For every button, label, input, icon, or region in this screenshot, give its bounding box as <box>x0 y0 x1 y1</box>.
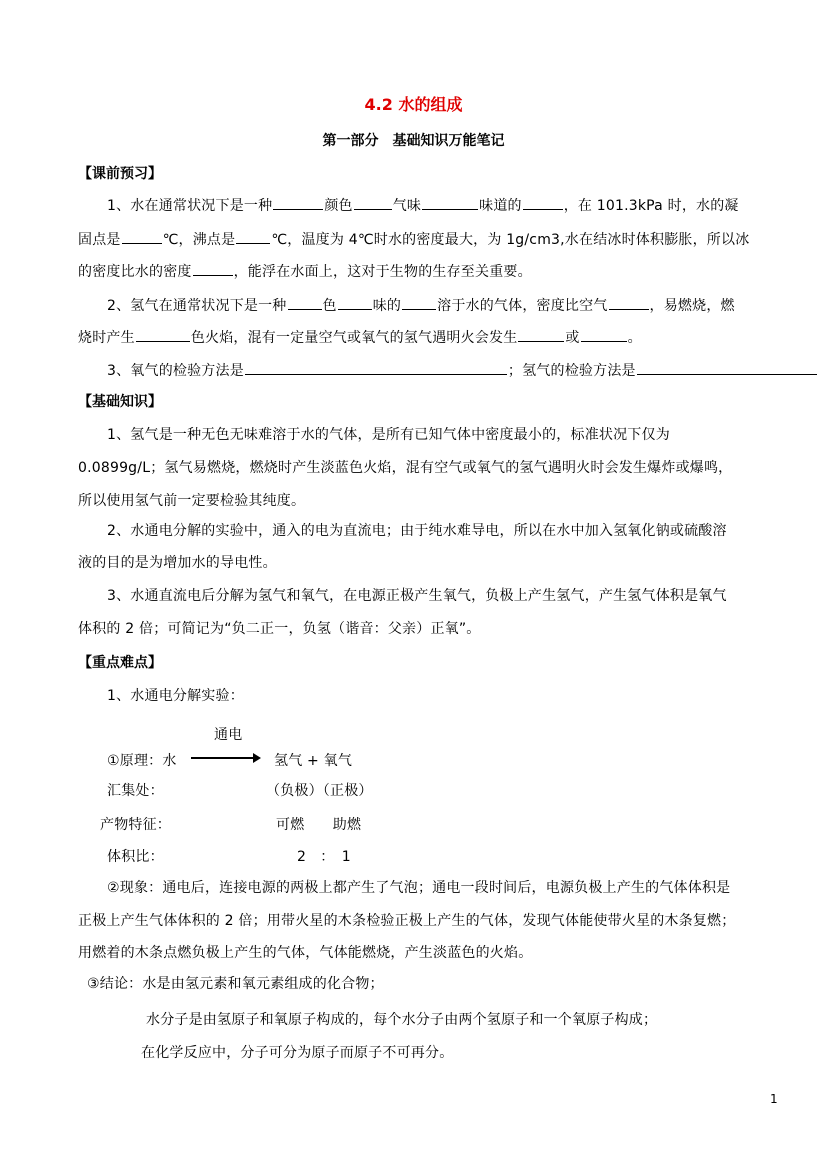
product-values: 可燃 助燃 <box>276 817 362 833</box>
text: 2、氢气在通常状况下是一种 <box>107 298 287 314</box>
blank <box>422 195 478 210</box>
document-title: 4.2 水的组成 <box>364 95 463 114</box>
principle-products: 氢气 + 氧气 <box>274 753 353 769</box>
text: 或 <box>565 330 580 346</box>
text: 1、水在通常状况下是一种 <box>107 198 273 214</box>
blank <box>402 295 436 310</box>
gather-values: （负极）（正极） <box>266 783 373 799</box>
basics-p3-line2: 体积的 2 倍；可简记为“负二正一，负氢（谐音：父亲）正氧”。 <box>78 621 481 637</box>
blank <box>354 195 392 210</box>
blank <box>193 261 233 276</box>
reaction-condition: 通电 <box>214 727 243 743</box>
phenomenon-line1: ②现象：通电后，连接电源的两极上都产生了气泡；通电一段时间后，电源负极上产生的气体体积是 <box>107 880 731 896</box>
text: ，易燃烧，燃 <box>649 298 735 314</box>
preview-q1-line3 <box>78 261 532 281</box>
text: 气味 <box>392 198 422 214</box>
blank <box>338 295 372 310</box>
text: 溶于水的气体，密度比空气 <box>437 298 608 314</box>
basics-p1-line3: 所以使用氢气前一定要检验其纯度。 <box>78 493 306 509</box>
section-heading-preview: 【课前预习】 <box>78 166 162 182</box>
preview-q2-line1 <box>107 295 735 315</box>
phenomenon-line3: 用燃着的木条点燃负极上产生的气体，气体能燃烧，产生淡蓝色的火焰。 <box>78 945 533 961</box>
text: ，在 101.3kPa 时，水的凝 <box>563 198 739 214</box>
preview-q1-line1 <box>107 195 739 215</box>
blank <box>609 295 649 310</box>
blank <box>122 229 162 244</box>
phenomenon-line2: 正极上产生气体体积的 2 倍；用带火星的木条检验正极上产生的气体，发现气体能使带火星的木条复燃； <box>78 913 736 929</box>
section-heading-key: 【重点难点】 <box>78 655 162 671</box>
text: ；氢气的检验方法是 <box>507 363 636 379</box>
section-heading-basics: 【基础知识】 <box>78 394 162 410</box>
text: 固点是 <box>78 232 121 248</box>
text: 味的 <box>372 298 402 314</box>
preview-q2-line2 <box>78 327 642 347</box>
preview-q1-line2 <box>78 229 749 249</box>
basics-p3-line1: 3、水通直流电后分解为氢气和氧气，在电源正极产生氧气，负极上产生氢气，产生氢气体积是氧气 <box>107 588 727 604</box>
text: 3、氧气的检验方法是 <box>107 363 244 379</box>
product-label: 产物特征： <box>100 817 171 833</box>
page-number: 1 <box>770 1092 778 1106</box>
key-item1: 1、水通电分解实验： <box>107 688 244 704</box>
text: 色 <box>322 298 337 314</box>
volume-values: 2 ： 1 <box>297 849 351 865</box>
volume-label: 体积比： <box>107 849 164 865</box>
basics-p2-line2: 液的目的是为增加水的导电性。 <box>78 555 277 571</box>
text: 味道的 <box>479 198 522 214</box>
text: 颜色 <box>324 198 353 214</box>
text: ，能浮在水面上，这对于生物的生存至关重要。 <box>233 264 532 280</box>
text: 色火焰，混有一定量空气或氧气的氢气遇明火会发生 <box>190 330 518 346</box>
text: ℃，沸点是 <box>162 232 236 248</box>
text: 。 <box>627 330 642 346</box>
blank <box>523 195 563 210</box>
blank <box>236 229 270 244</box>
reaction-arrow-icon <box>191 757 259 759</box>
conclusion-line2: 水分子是由氢原子和氧原子构成的，每个水分子由两个氢原子和一个氧原子构成； <box>146 1012 658 1028</box>
blank <box>273 195 323 210</box>
gather-label: 汇集处： <box>107 783 164 799</box>
basics-p1-line1: 1、氢气是一种无色无味难溶于水的气体，是所有已知气体中密度最小的，标准状况下仅为 <box>107 427 670 443</box>
conclusion-line3: 在化学反应中，分子可分为原子而原子不可再分。 <box>141 1045 454 1061</box>
text: ℃，温度为 4℃时水的密度最大，为 1g/cm3,水在结冰时体积膨胀，所以冰 <box>271 232 750 248</box>
blank <box>136 327 190 342</box>
preview-q3-line <box>107 360 818 380</box>
conclusion-line1: ③结论：水是由氢元素和氧元素组成的化合物； <box>87 976 384 992</box>
basics-p1-line2: 0.0899g/L；氢气易燃烧，燃烧时产生淡蓝色火焰，混有空气或氧气的氢气遇明火时会发生爆炸或爆鸣， <box>78 460 733 476</box>
blank <box>518 327 564 342</box>
text: 的密度比水的密度 <box>78 264 192 280</box>
basics-p2-line1: 2、水通电分解的实验中，通入的电为直流电；由于纯水难导电，所以在水中加入氢氧化钠或硫酸溶 <box>107 523 727 539</box>
document-subtitle: 第一部分 基础知识万能笔记 <box>322 133 505 149</box>
blank <box>637 360 817 375</box>
text: 烧时产生 <box>78 330 135 346</box>
principle-label: ①原理：水 <box>107 753 177 769</box>
blank <box>581 327 627 342</box>
blank <box>245 360 507 375</box>
blank <box>288 295 322 310</box>
